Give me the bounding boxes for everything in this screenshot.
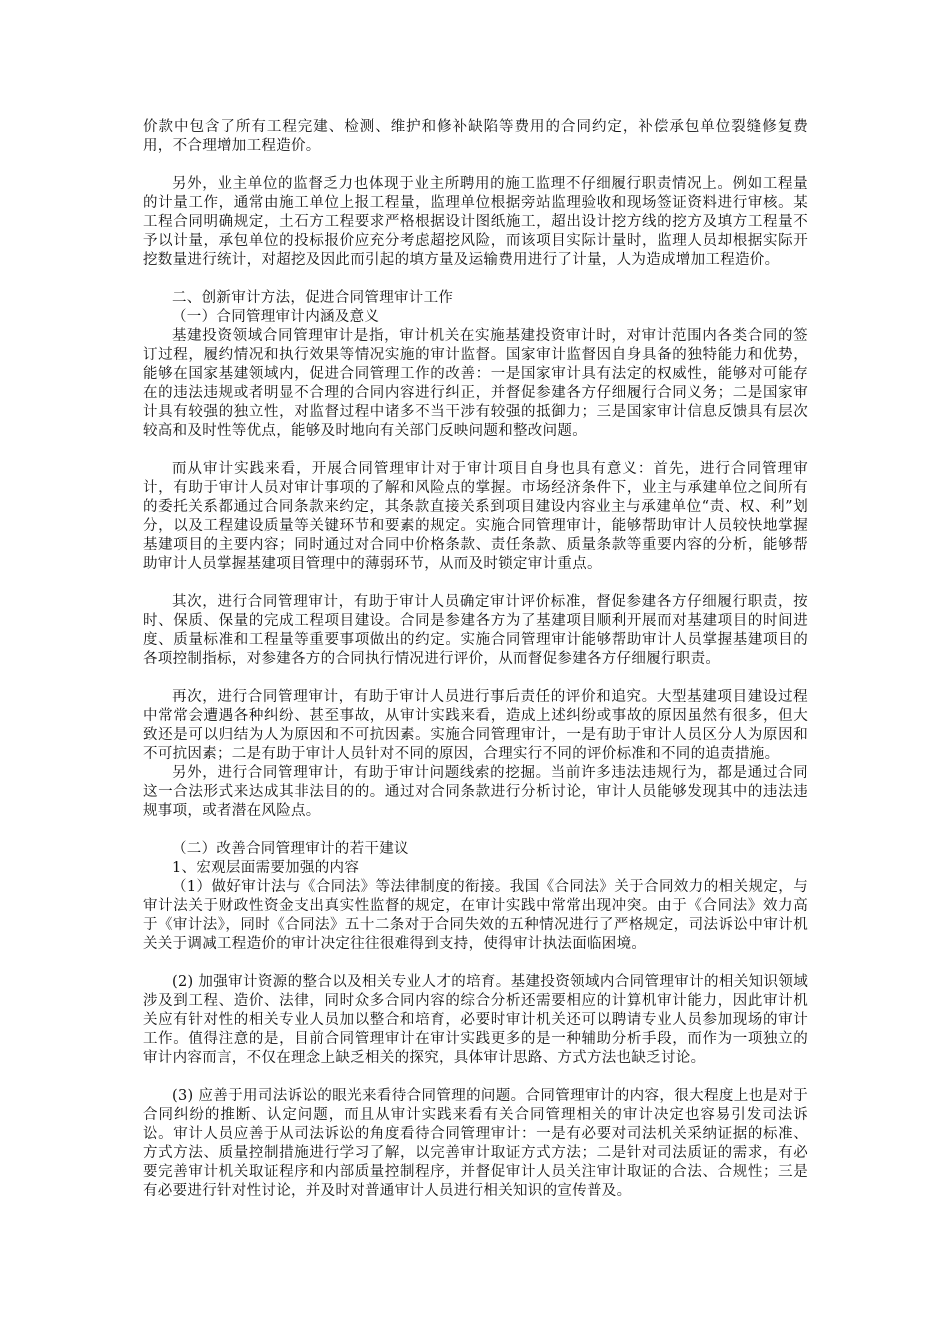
paragraph-10: (3) 应善于用司法诉讼的眼光来看待合同管理的问题。合同管理审计的内容，很大程度上也是对于合同纠纷的推断、认定问题，而且从审计实践来看有关合同管理相关的审计决定也容易引发司法诉讼。审计人员应善于从司法诉讼的角度看待合同管理审计：一是有必要对司法机关采纳证据的标准、方式方法、质量控制措施进行学习了解，以完善审计取证方式方法；二是针对司法质证的需求，有必要完善审计机关取证程序和内部质量控制程序，并督促审计人员关注审计取证的合法、合规性；三是有必要进行针对性讨论，并及时对普通审计人员进行相关知识的宣传普及。 [143, 1088, 808, 1199]
section-heading-2: 二、创新审计方法，促进合同管理审计工作 [172, 290, 454, 306]
paragraph-8: （1）做好审计法与《合同法》等法律制度的衔接。我国《合同法》关于合同效力的相关规定，与审计法关于财政性资金支出真实性监督的规定，在审计实践中常常出现冲突。由于《合同法》效力高于《审计法》，同时《合同法》五十二条对于合同失效的五种情况进行了严格规定，司法诉讼中审计机关关于调减工程造价的审计决定往往很难得到支持，使得审计执法面临困境。 [143, 879, 808, 952]
subsection-heading-1: 1、宏观层面需要加强的内容 [172, 860, 360, 876]
subsection-heading-2-1: （一）合同管理审计内涵及意义 [172, 309, 380, 325]
paragraph-2: 另外，业主单位的监督乏力也体现于业主所聘用的施工监理不仔细履行职责情况上。例如工程量的计量工作，通常由施工单位上报工程量，监理单位根据旁站监理验收和现场签证资料进行审核。某工程合同明确规定，土石方工程要求严格根据设计图纸施工，超出设计挖方线的挖方及填方工程量不予以计量，承包单位的投标报价应充分考虑超挖风险，而该项目实际计量时，监理人员却根据实际开挖数量进行统计，对超挖及因此而引起的填方量及运输费用进行了计量，人为造成增加工程造价。 [143, 176, 808, 268]
paragraph-3: 基建投资领域合同管理审计是指，审计机关在实施基建投资审计时，对审计范围内各类合同的签订过程，履约情况和执行效果等情况实施的审计监督。国家审计监督因自身具备的独特能力和优势，能够在国家基建领域内，促进合同管理工作的改善：一是国家审计具有法定的权威性，能够对可能存在的违法违规或者明显不合理的合同内容进行纠正，并督促参建各方仔细履行合同义务；二是国家审计具有较强的独立性，对监督过程中诸多不当干涉有较强的抵御力；三是国家审计信息反馈具有层次较高和及时性等优点，能够及时地向有关部门反映问题和整改问题。 [143, 328, 808, 439]
paragraph-5: 其次，进行合同管理审计，有助于审计人员确定审计评价标准，督促参建各方仔细履行职责，按时、保质、保量的完成工程项目建设。合同是参建各方为了基建项目顺利开展而对基建项目的时间进度、质量标准和工程量等重要事项做出的约定。实施合同管理审计能够帮助审计人员掌握基建项目的各项控制指标，对参建各方的合同执行情况进行评价，从而督促参建各方仔细履行职责。 [143, 594, 808, 667]
paragraph-4: 而从审计实践来看，开展合同管理审计对于审计项目自身也具有意义：首先，进行合同管理审计，有助于审计人员对审计事项的了解和风险点的掌握。市场经济条件下，业主与承建单位之间所有的委托关系都通过合同条款来约定，其条款直接关系到项目建设内容业主与承建单位“责、权、利”划分，以及工程建设质量等关键环节和要素的规定。实施合同管理审计，能够帮助审计人员较快地掌握基建项目的主要内容；同时通过对合同中价格条款、责任条款、质量条款等重要内容的分析，能够帮助审计人员掌握基建项目管理中的薄弱环节，从而及时锁定审计重点。 [143, 461, 808, 572]
paragraph-7: 另外，进行合同管理审计，有助于审计问题线索的挖掘。当前许多违法违规行为，都是通过合同这一合法形式来达成其非法目的的。通过对合同条款进行分析讨论，审计人员能够发现其中的违法违规事项，或者潜在风险点。 [143, 765, 808, 819]
paragraph-9: (2) 加强审计资源的整合以及相关专业人才的培育。基建投资领域内合同管理审计的相关知识领域涉及到工程、造价、法律，同时众多合同内容的综合分析还需要相应的计算机审计能力，因此审计机关应有针对性的相关专业人员加以整合和培育，必要时审计机关还可以聘请专业人员参加现场的审计工作。值得注意的是，目前合同管理审计在审计实践更多的是一种辅助分析手段，而作为一项独立的审计内容而言，不仅在理念上缺乏相关的探究，具体审计思路、方式方法也缺乏讨论。 [143, 974, 808, 1066]
subsection-heading-2-2: （二）改善合同管理审计的若干建议 [172, 841, 409, 857]
document-page [143, 118, 808, 1201]
paragraph-1: 价款中包含了所有工程完建、检测、维护和修补缺陷等费用的合同约定，补偿承包单位裂缝修复费用，不合理增加工程造价。 [143, 119, 808, 154]
paragraph-6: 再次，进行合同管理审计，有助于审计人员进行事后责任的评价和追究。大型基建项目建设过程中常常会遭遇各种纠纷、甚至事故，从审计实践来看，造成上述纠纷或事故的原因虽然有很多，但大致还是可以归结为人为原因和不可抗因素。实施合同管理审计，一是有助于审计人员区分人为原因和不可抗因素；二是有助于审计人员针对不同的原因，合理实行不同的评价标准和不同的追责措施。 [143, 689, 808, 762]
